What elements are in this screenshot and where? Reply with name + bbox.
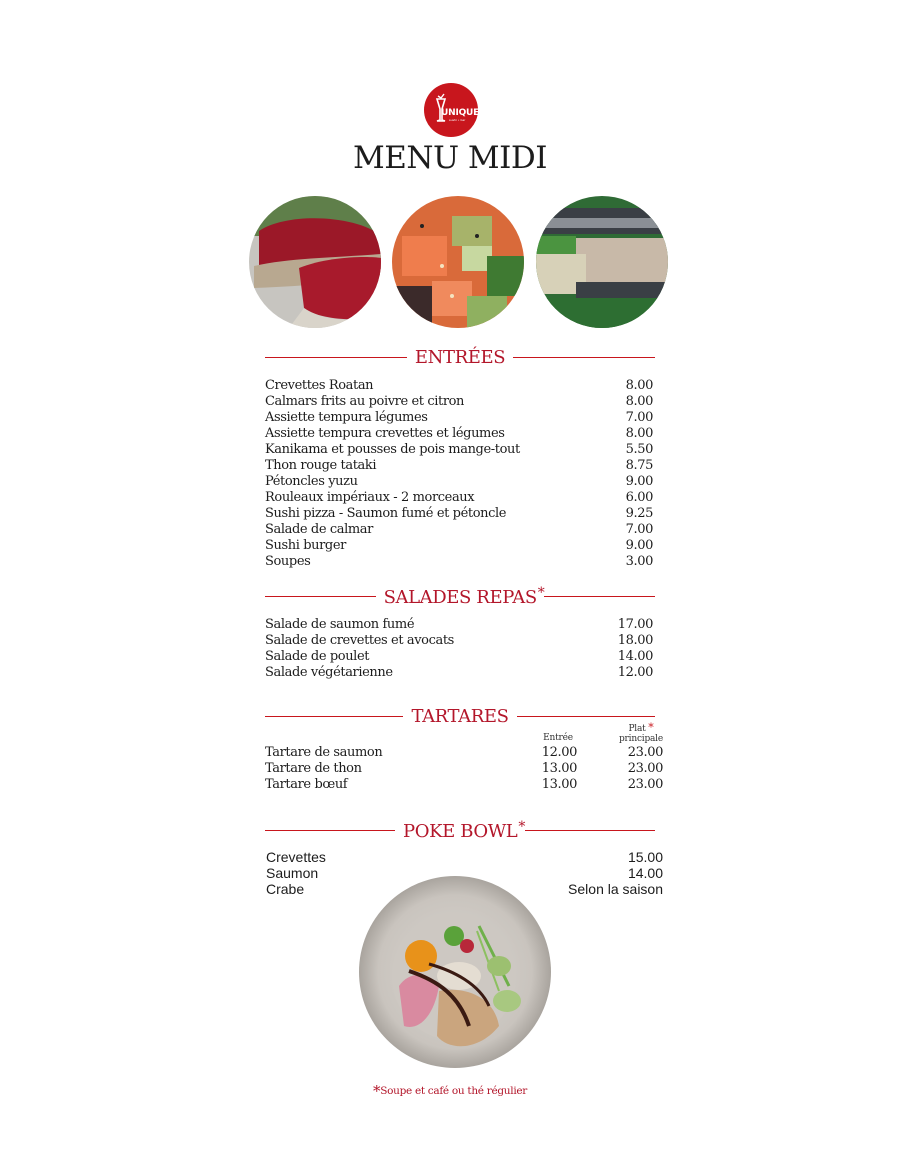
item-price-entree: 13.00 xyxy=(541,761,577,776)
item-price: 14.00 xyxy=(617,649,653,664)
menu-item xyxy=(265,394,653,410)
section-title: SALADES REPAS* xyxy=(383,584,545,608)
page-title: MENU MIDI xyxy=(352,140,548,176)
menu-item xyxy=(265,522,653,538)
tuna-tataki-photo xyxy=(249,196,381,328)
divider-line xyxy=(265,830,395,831)
item-price: 5.50 xyxy=(625,442,653,457)
menu-item xyxy=(265,474,653,490)
item-name: Sushi pizza - Saumon fumé et pétoncle xyxy=(265,506,507,521)
restaurant-logo xyxy=(424,83,478,137)
item-price: 18.00 xyxy=(617,633,653,648)
item-price: 17.00 xyxy=(617,617,653,632)
item-name: Calmars frits au poivre et citron xyxy=(265,394,465,409)
asterisk-marker: * xyxy=(372,1082,381,1100)
divider-line xyxy=(265,357,407,358)
item-price-entree: 13.00 xyxy=(541,777,577,792)
item-price-plat: 23.00 xyxy=(627,745,663,760)
item-name: Salade végétarienne xyxy=(265,665,393,680)
section-title: TARTARES xyxy=(411,705,509,727)
item-price: 9.00 xyxy=(625,474,653,489)
item-price: Selon la saison xyxy=(568,881,663,897)
footnote xyxy=(0,1082,900,1100)
section-title: ENTRÉES xyxy=(414,346,506,368)
item-name: Salade de calmar xyxy=(265,522,373,537)
item-name: Thon rouge tataki xyxy=(265,458,377,473)
divider-line xyxy=(265,716,403,717)
item-price: 8.00 xyxy=(625,378,653,393)
item-price: 8.00 xyxy=(625,426,653,441)
item-name: Tartare bœuf xyxy=(265,777,348,792)
divider-line xyxy=(513,357,655,358)
footnote-text: Soupe et café ou thé régulier xyxy=(380,1085,528,1097)
item-price-entree: 12.00 xyxy=(541,745,577,760)
menu-item xyxy=(265,506,653,522)
sushi-burger-photo xyxy=(536,196,668,328)
item-name: Tartare de thon xyxy=(265,761,362,776)
item-price: 12.00 xyxy=(617,665,653,680)
menu-item xyxy=(265,458,653,474)
salmon-salad-photo xyxy=(392,196,524,328)
logo-brand-text: UNIQUE xyxy=(441,108,480,118)
item-price: 9.00 xyxy=(625,538,653,553)
section-header-tartares xyxy=(265,704,655,728)
item-name: Saumon xyxy=(266,865,319,881)
item-price: 15.00 xyxy=(627,849,663,865)
divider-line xyxy=(265,596,376,597)
menu-item xyxy=(265,410,653,426)
divider-line xyxy=(525,830,655,831)
section-title: POKE BOWL* xyxy=(403,818,525,842)
menu-item xyxy=(265,378,653,394)
divider-line xyxy=(544,596,655,597)
menu-item xyxy=(265,649,653,665)
item-price: 7.00 xyxy=(625,410,653,425)
poke-bowl-photo xyxy=(359,876,551,1068)
item-price: 14.00 xyxy=(627,865,663,881)
menu-item xyxy=(265,665,653,681)
item-name: Salade de crevettes et avocats xyxy=(265,633,454,648)
item-name: Tartare de saumon xyxy=(265,745,383,760)
section-header-poke xyxy=(265,818,655,842)
menu-item xyxy=(265,761,665,777)
item-name: Salade de poulet xyxy=(265,649,370,664)
menu-item xyxy=(265,745,665,761)
menu-item xyxy=(265,617,653,633)
item-name: Assiette tempura légumes xyxy=(265,410,428,425)
menu-item xyxy=(265,426,653,442)
menu-item xyxy=(265,490,653,506)
column-header-entree: Entrée xyxy=(543,733,573,743)
menu-item xyxy=(265,442,653,458)
item-name: Crevettes xyxy=(266,849,326,865)
menu-item xyxy=(265,554,653,570)
section-header-entrees xyxy=(265,345,655,369)
menu-item xyxy=(266,849,663,865)
item-name: Assiette tempura crevettes et légumes xyxy=(265,426,505,441)
entrees-list xyxy=(265,378,653,570)
item-name: Sushi burger xyxy=(265,538,346,553)
tartares-list xyxy=(265,745,665,793)
item-price: 3.00 xyxy=(625,554,653,569)
item-name: Crabe xyxy=(266,881,305,897)
divider-line xyxy=(517,716,655,717)
item-price-plat: 23.00 xyxy=(627,761,663,776)
item-price-plat: 23.00 xyxy=(627,777,663,792)
menu-item xyxy=(265,538,653,554)
item-price: 8.75 xyxy=(625,458,653,473)
item-name: Pétoncles yuzu xyxy=(265,474,358,489)
item-price: 8.00 xyxy=(625,394,653,409)
asterisk-marker: * xyxy=(648,721,654,734)
item-name: Rouleaux impériaux - 2 morceaux xyxy=(265,490,475,505)
section-header-salades xyxy=(265,584,655,608)
logo-tagline: sushi • bar xyxy=(449,118,466,122)
asterisk-marker: * xyxy=(518,818,525,835)
item-name: Soupes xyxy=(265,554,311,569)
salades-list xyxy=(265,617,653,681)
item-price: 6.00 xyxy=(625,490,653,505)
menu-item xyxy=(265,777,665,793)
asterisk-marker: * xyxy=(537,584,545,601)
item-price: 7.00 xyxy=(625,522,653,537)
item-name: Salade de saumon fumé xyxy=(265,617,415,632)
menu-item xyxy=(265,633,653,649)
column-header-plat-principal: Plat * principale xyxy=(619,721,663,744)
item-price: 9.25 xyxy=(625,506,653,521)
item-name: Crevettes Roatan xyxy=(265,378,374,393)
item-name: Kanikama et pousses de pois mange-tout xyxy=(265,442,520,457)
